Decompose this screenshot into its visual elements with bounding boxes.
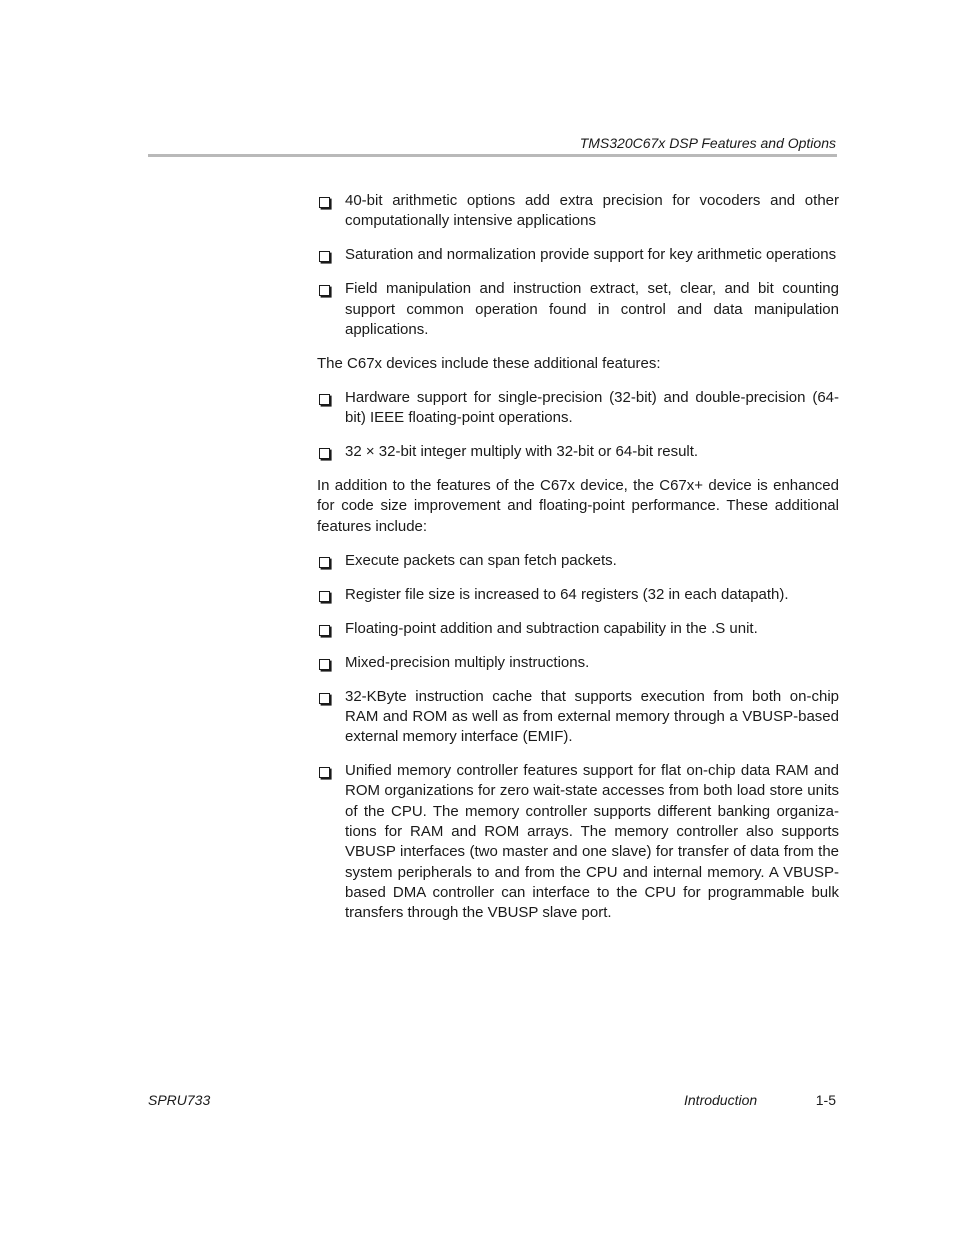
checkbox-bullet-icon — [319, 659, 330, 670]
checkbox-bullet-icon — [319, 197, 330, 208]
feature-list-c67x — [317, 388, 839, 463]
c67x-plus-intro-paragraph: In addition to the features of the C67x device, the C67x+ device is enhanced for code size improvement and floating-point performance. These additional features include: — [317, 477, 839, 535]
page-content — [317, 191, 839, 937]
feature-list-c67x-plus — [317, 551, 839, 924]
list-item — [317, 245, 839, 265]
checkbox-bullet-icon — [319, 767, 330, 778]
list-item — [317, 585, 839, 605]
footer-document-id: SPRU733 — [148, 1092, 211, 1108]
c67x-intro-paragraph: The C67x devices include these additional features: — [317, 354, 661, 372]
list-item-text: Saturation and normalization provide support for key arithmetic operations — [345, 246, 837, 264]
list-item-text: Register file size is increased to 64 registers (32 in each datapath). — [345, 585, 789, 603]
checkbox-bullet-icon — [319, 251, 330, 262]
list-item — [317, 191, 839, 232]
list-item — [317, 442, 839, 462]
checkbox-bullet-icon — [319, 693, 330, 704]
list-item-text: Floating-point addition and subtraction capability in the .S unit. — [345, 619, 758, 637]
checkbox-bullet-icon — [319, 625, 330, 636]
list-item-text: 40-bit arithmetic options add extra precision for vocoders and other computationally intensive applications — [345, 192, 839, 230]
footer-section-title: Introduction — [684, 1092, 758, 1108]
list-item — [317, 619, 839, 639]
list-item — [317, 687, 839, 748]
footer-page-number: 1-5 — [815, 1092, 836, 1108]
checkbox-bullet-icon — [319, 557, 330, 568]
list-item-text: Execute packets can span fetch packets. — [345, 551, 617, 569]
list-item — [317, 551, 839, 571]
list-item-text: 32-KByte instruction cache that supports execution from both on-chip RAM and ROM as well as from external memory through a VBUSP-based external memory interface (EMIF). — [345, 687, 839, 746]
feature-list-general — [317, 191, 839, 340]
list-item — [317, 279, 839, 340]
checkbox-bullet-icon — [319, 285, 330, 296]
checkbox-bullet-icon — [319, 448, 330, 459]
list-item — [317, 388, 839, 429]
list-item — [317, 761, 839, 923]
header-rule — [148, 154, 837, 157]
list-item-text: 32 × 32-bit integer multiply with 32-bit or 64-bit result. — [345, 443, 699, 461]
list-item — [317, 653, 839, 673]
running-header-title: TMS320C67x DSP Features and Options — [579, 135, 836, 151]
checkbox-bullet-icon — [319, 591, 330, 602]
list-item-text: Hardware support for single-precision (32-bit) and double-precision (64-bit) IEEE floating-point operations. — [345, 388, 839, 427]
list-item-text: Field manipulation and instruction extract, set, clear, and bit counting support common operation found in control and data manipulation applications. — [345, 280, 839, 338]
list-item-text: Mixed-precision multiply instructions. — [345, 653, 590, 671]
checkbox-bullet-icon — [319, 394, 330, 405]
list-item-text: Unified memory controller features support for flat on-chip data RAM and ROM organizations for zero wait-state accesses from both load store units of the CPU. The memory controller supports different banking organiza-tions for RAM and ROM arrays. The memory controller also supports VBUSP interfaces (two master and one slave) for transfer of data from the system peripherals to and from the CPU and internal memory. A VBUSP-based DMA controller can interface to the CPU for programmable bulk transfers through the VBUSP slave port. — [345, 762, 839, 922]
